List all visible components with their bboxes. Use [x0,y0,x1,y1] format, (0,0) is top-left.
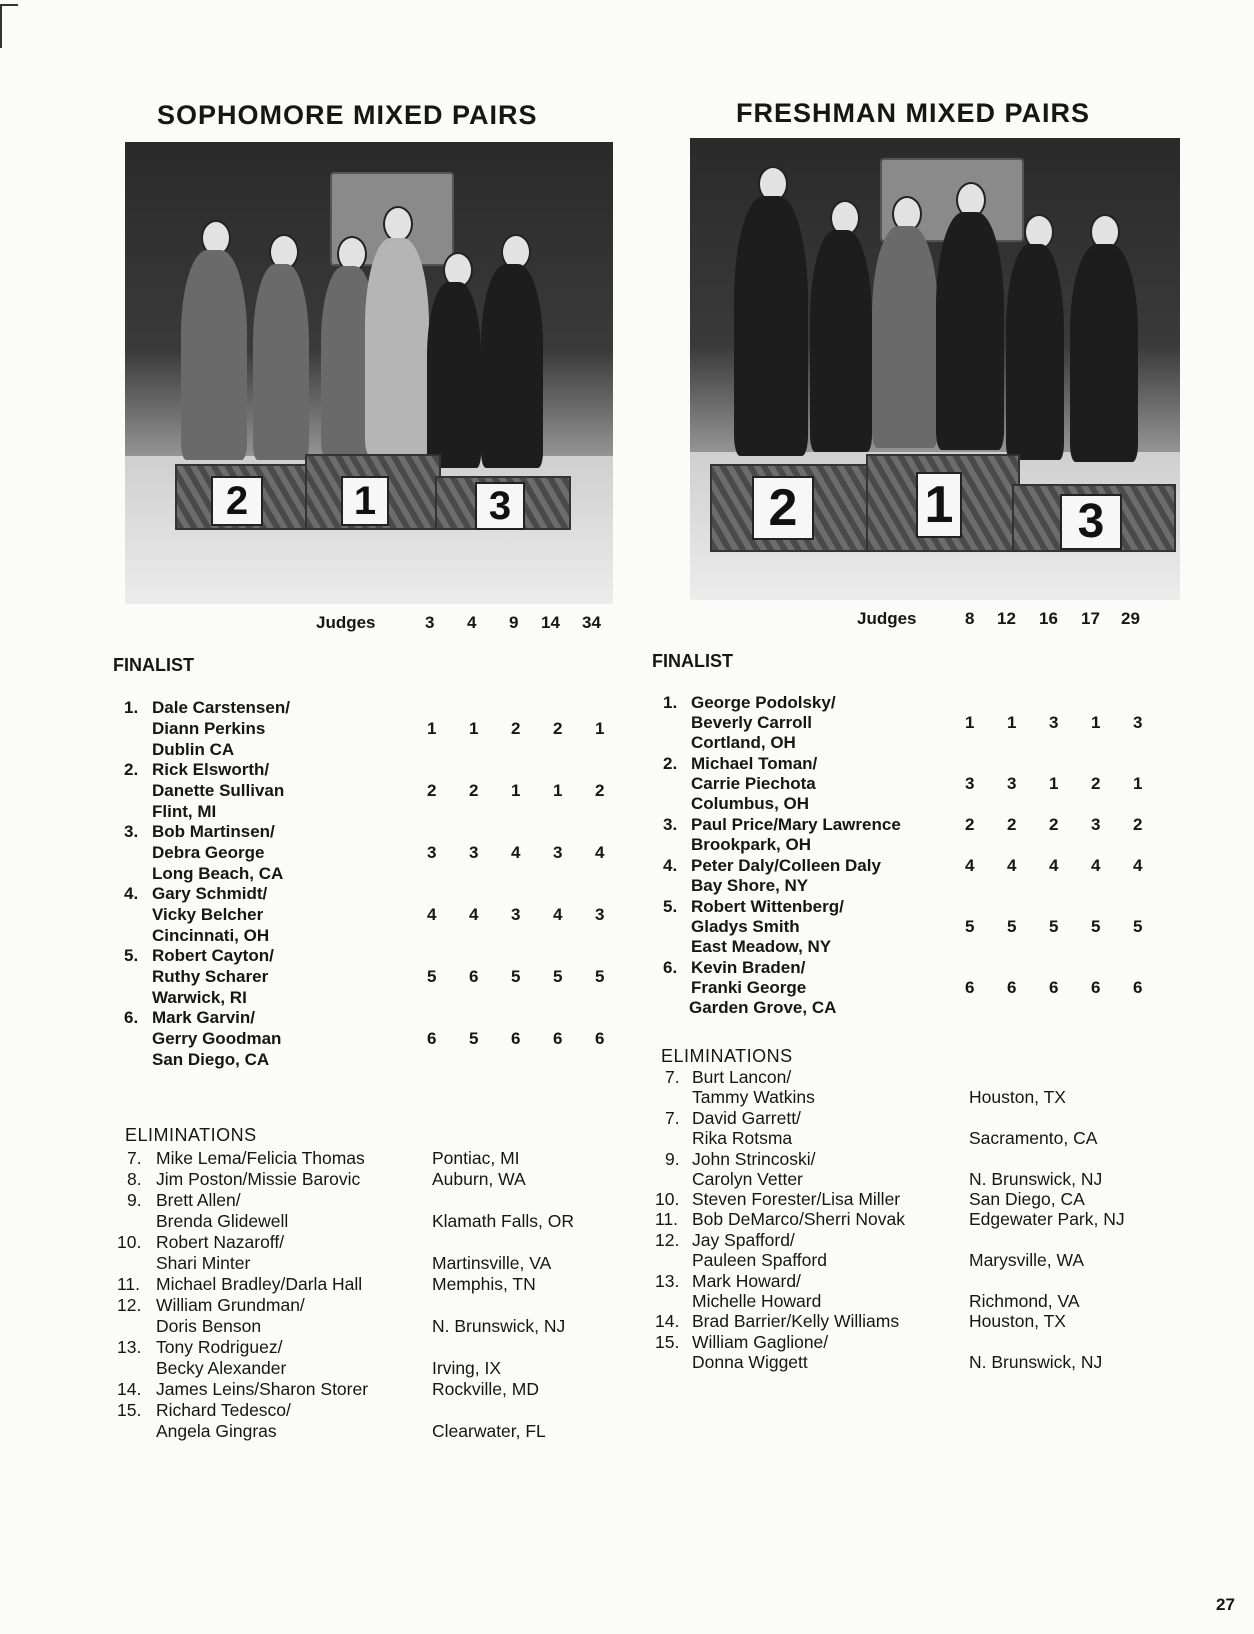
freshman-eliminations-label: ELIMINATIONS [661,1046,793,1066]
elim-names: Tony Rodriguez/ [156,1337,283,1357]
elim-names: Robert Nazaroff/ [156,1232,285,1252]
score: 4 [469,905,479,924]
score: 1 [553,781,563,800]
score: 6 [511,1029,521,1048]
finalist-city: Flint, MI [152,802,217,821]
finalist-city: Cincinnati, OH [152,926,270,945]
finalist-city: Garden Grove, CA [689,998,837,1017]
finalist-rank: 4. [124,884,139,903]
score: 4 [1133,856,1143,875]
finalist-name: Robert Cayton/ [152,946,274,965]
scan-edge-mark [0,4,18,6]
judge-number: 29 [1121,609,1140,628]
podium-number-2: 2 [752,476,814,540]
finalist-name: Paul Price/Mary Lawrence [691,815,901,834]
elim-number: 12. [117,1295,142,1315]
judge-number: 16 [1039,609,1058,628]
finalist-city: Warwick, RI [152,988,247,1007]
score: 1 [427,719,437,738]
page-number: 27 [1216,1595,1235,1614]
score: 3 [1049,713,1059,732]
judge-number: 3 [425,613,435,632]
score: 3 [553,843,563,862]
score: 6 [553,1029,563,1048]
skater-figure [481,264,543,468]
score: 4 [1049,856,1059,875]
score: 6 [427,1029,437,1048]
score: 3 [1007,774,1017,793]
finalist-name: Kevin Braden/ [691,958,806,977]
elim-names: James Leins/Sharon Storer [156,1379,369,1399]
elim-number: 7. [665,1067,680,1087]
finalist-name: Gerry Goodman [152,1029,282,1048]
elim-names: Mike Lema/Felicia Thomas [156,1148,365,1168]
scan-edge-mark [0,4,2,48]
elim-city: Martinsville, VA [432,1253,552,1273]
elim-names: Angela Gingras [156,1421,277,1441]
elim-names: Bob DeMarco/Sherri Novak [692,1209,905,1229]
score: 4 [965,856,975,875]
finalist-rank: 6. [124,1008,139,1027]
judge-number: 14 [541,613,560,632]
finalist-name: Bob Martinsen/ [152,822,275,841]
finalist-name: Robert Wittenberg/ [691,897,844,916]
skater-figure [734,196,808,456]
podium-number-1: 1 [916,472,962,538]
score: 1 [1133,774,1143,793]
elim-number: 13. [655,1271,680,1291]
freshman-finalist-label: FINALIST [652,651,733,671]
score: 5 [469,1029,479,1048]
skater-figure [1070,244,1138,462]
score: 1 [1049,774,1059,793]
finalist-name: Gladys Smith [691,917,800,936]
sophomore-finalist-label: FINALIST [113,655,194,675]
score: 5 [1049,917,1059,936]
elim-number: 14. [117,1379,142,1399]
score: 3 [1133,713,1143,732]
finalist-name: Dale Carstensen/ [152,698,290,717]
score: 5 [1091,917,1101,936]
elim-names: William Gaglione/ [692,1332,829,1352]
finalist-rank: 1. [663,693,678,712]
score: 2 [511,719,521,738]
freshman-finalists [0,693,1254,1023]
podium-number-2: 2 [211,476,263,526]
elim-number: 14. [655,1311,680,1331]
score: 2 [595,781,605,800]
elim-city: Edgewater Park, NJ [969,1209,1125,1229]
judge-number: 4 [467,613,477,632]
elim-city: San Diego, CA [969,1189,1085,1209]
finalist-name: Franki George [691,978,807,997]
finalist-name: Rick Elsworth/ [152,760,270,779]
score: 3 [469,843,479,862]
score: 4 [595,843,605,862]
finalist-city: Bay Shore, NY [691,876,809,895]
score: 2 [469,781,479,800]
freshman-podium-photo [690,138,1180,600]
score: 2 [1007,815,1017,834]
score: 2 [1049,815,1059,834]
skater-figure [365,238,429,456]
finalist-name: Danette Sullivan [152,781,285,800]
score: 1 [469,719,479,738]
elim-names: Becky Alexander [156,1358,287,1378]
finalist-city: Columbus, OH [691,794,810,813]
elim-names: Jay Spafford/ [692,1230,795,1250]
finalist-name: Debra George [152,843,265,862]
elim-number: 11. [117,1274,141,1294]
score: 3 [1091,815,1101,834]
sophomore-podium-photo [125,142,613,604]
judge-number: 12 [997,609,1016,628]
judge-number: 17 [1081,609,1100,628]
score: 5 [553,967,563,986]
elim-names: David Garrett/ [692,1108,801,1128]
judge-number: 34 [582,613,601,632]
elim-names: Brett Allen/ [156,1190,241,1210]
finalist-name: Carrie Piechota [691,774,816,793]
score: 5 [427,967,437,986]
finalist-name: Ruthy Scharer [152,967,269,986]
elim-names: William Grundman/ [156,1295,305,1315]
finalist-rank: 5. [663,897,678,916]
elim-city: Clearwater, FL [432,1421,546,1441]
elim-city: Irving, IX [432,1358,502,1378]
elim-number: 8. [127,1169,142,1189]
elim-number: 15. [655,1332,680,1352]
elim-city: Auburn, WA [432,1169,526,1189]
podium-number-3: 3 [1060,494,1122,550]
score: 5 [1133,917,1143,936]
finalist-city: Long Beach, CA [152,864,284,883]
finalist-rank: 2. [124,760,139,779]
score: 1 [511,781,521,800]
elim-city: Klamath Falls, OR [432,1211,574,1231]
elim-number: 7. [127,1148,142,1168]
finalist-city: Brookpark, OH [691,835,811,854]
elim-number: 9. [127,1190,142,1210]
score: 5 [1007,917,1017,936]
finalist-name: Michael Toman/ [691,754,818,773]
elim-names: Rika Rotsma [692,1128,793,1148]
elim-names: Doris Benson [156,1316,262,1336]
finalist-name: Gary Schmidt/ [152,884,268,903]
finalist-name: Beverly Carroll [691,713,812,732]
score: 1 [965,713,975,732]
elim-city: Houston, TX [969,1087,1066,1107]
score: 5 [511,967,521,986]
score: 4 [427,905,437,924]
elim-city: Memphis, TN [432,1274,536,1294]
score: 2 [965,815,975,834]
score: 4 [1007,856,1017,875]
score: 6 [595,1029,605,1048]
score: 3 [511,905,521,924]
score: 2 [1091,774,1101,793]
elim-number: 12. [655,1230,680,1250]
finalist-name: Mark Garvin/ [152,1008,255,1027]
score: 6 [469,967,479,986]
judges-label: Judges [316,613,376,632]
elim-city: Pontiac, MI [432,1148,520,1168]
skater-figure [810,230,872,452]
skater-figure [1006,244,1064,460]
score: 4 [553,905,563,924]
sophomore-title: SOPHOMORE MIXED PAIRS [157,100,538,130]
skater-figure [181,250,247,460]
score: 3 [427,843,437,862]
elim-city: Houston, TX [969,1311,1066,1331]
freshman-judges-row [0,609,1254,633]
sophomore-eliminations-label: ELIMINATIONS [125,1125,257,1145]
elim-number: 9. [665,1149,680,1169]
skater-figure [872,226,938,448]
elim-names: Jim Poston/Missie Barovic [156,1169,361,1189]
finalist-name: Vicky Belcher [152,905,264,924]
skater-figure [427,282,481,468]
score: 1 [1091,713,1101,732]
judge-number: 8 [965,609,975,628]
elim-number: 10. [655,1189,680,1209]
elim-names: Brad Barrier/Kelly Williams [692,1311,900,1331]
finalist-name: George Podolsky/ [691,693,836,712]
score: 6 [1091,978,1101,997]
skater-figure [253,264,309,460]
score: 6 [965,978,975,997]
elim-number: 7. [665,1108,680,1128]
score: 2 [1133,815,1143,834]
freshman-eliminations [0,1067,1254,1387]
finalist-rank: 4. [663,856,678,875]
finalist-rank: 6. [663,958,678,977]
elim-number: 10. [117,1232,142,1252]
elim-names: Donna Wiggett [692,1352,808,1372]
elim-names: Steven Forester/Lisa Miller [692,1189,901,1209]
finalist-city: East Meadow, NY [691,937,832,956]
score: 1 [595,719,605,738]
finalist-city: San Diego, CA [152,1050,270,1069]
elim-names: Tammy Watkins [692,1087,815,1107]
person-head [383,206,413,242]
skater-figure [936,212,1004,450]
score: 6 [1133,978,1143,997]
elim-number: 15. [117,1400,142,1420]
finalist-rank: 5. [124,946,139,965]
score: 5 [965,917,975,936]
podium-number-3: 3 [475,482,525,530]
score: 5 [595,967,605,986]
score: 6 [1007,978,1017,997]
score: 3 [965,774,975,793]
elim-names: Burt Lancon/ [692,1067,792,1087]
elim-names: Michelle Howard [692,1291,822,1311]
score: 3 [595,905,605,924]
elim-city: Richmond, VA [969,1291,1080,1311]
elim-city: N. Brunswick, NJ [432,1316,566,1336]
elim-names: Brenda Glidewell [156,1211,289,1231]
freshman-title: FRESHMAN MIXED PAIRS [736,98,1091,128]
finalist-name: Peter Daly/Colleen Daly [691,856,881,875]
score: 6 [1049,978,1059,997]
elim-city: N. Brunswick, NJ [969,1352,1103,1372]
finalist-rank: 1. [124,698,139,717]
judge-number: 9 [509,613,519,632]
score: 1 [1007,713,1017,732]
podium-number-1: 1 [341,476,389,526]
finalist-name: Diann Perkins [152,719,266,738]
finalist-city: Dublin CA [152,740,235,759]
finalist-rank: 2. [663,754,678,773]
elim-names: Shari Minter [156,1253,251,1273]
elim-names: John Strincoski/ [692,1149,816,1169]
finalist-rank: 3. [663,815,678,834]
elim-names: Carolyn Vetter [692,1169,803,1189]
score: 2 [427,781,437,800]
elim-city: Sacramento, CA [969,1128,1098,1148]
elim-names: Michael Bradley/Darla Hall [156,1274,363,1294]
elim-names: Mark Howard/ [692,1271,801,1291]
score: 4 [511,843,521,862]
elim-number: 11. [655,1209,679,1229]
elim-names: Pauleen Spafford [692,1250,827,1270]
finalist-rank: 3. [124,822,139,841]
score: 4 [1091,856,1101,875]
elim-city: N. Brunswick, NJ [969,1169,1103,1189]
score: 2 [553,719,563,738]
elim-number: 13. [117,1337,142,1357]
elim-city: Marysville, WA [969,1250,1085,1270]
finalist-city: Cortland, OH [691,733,796,752]
elim-names: Richard Tedesco/ [156,1400,291,1420]
judges-label: Judges [857,609,917,628]
elim-city: Rockville, MD [432,1379,539,1399]
